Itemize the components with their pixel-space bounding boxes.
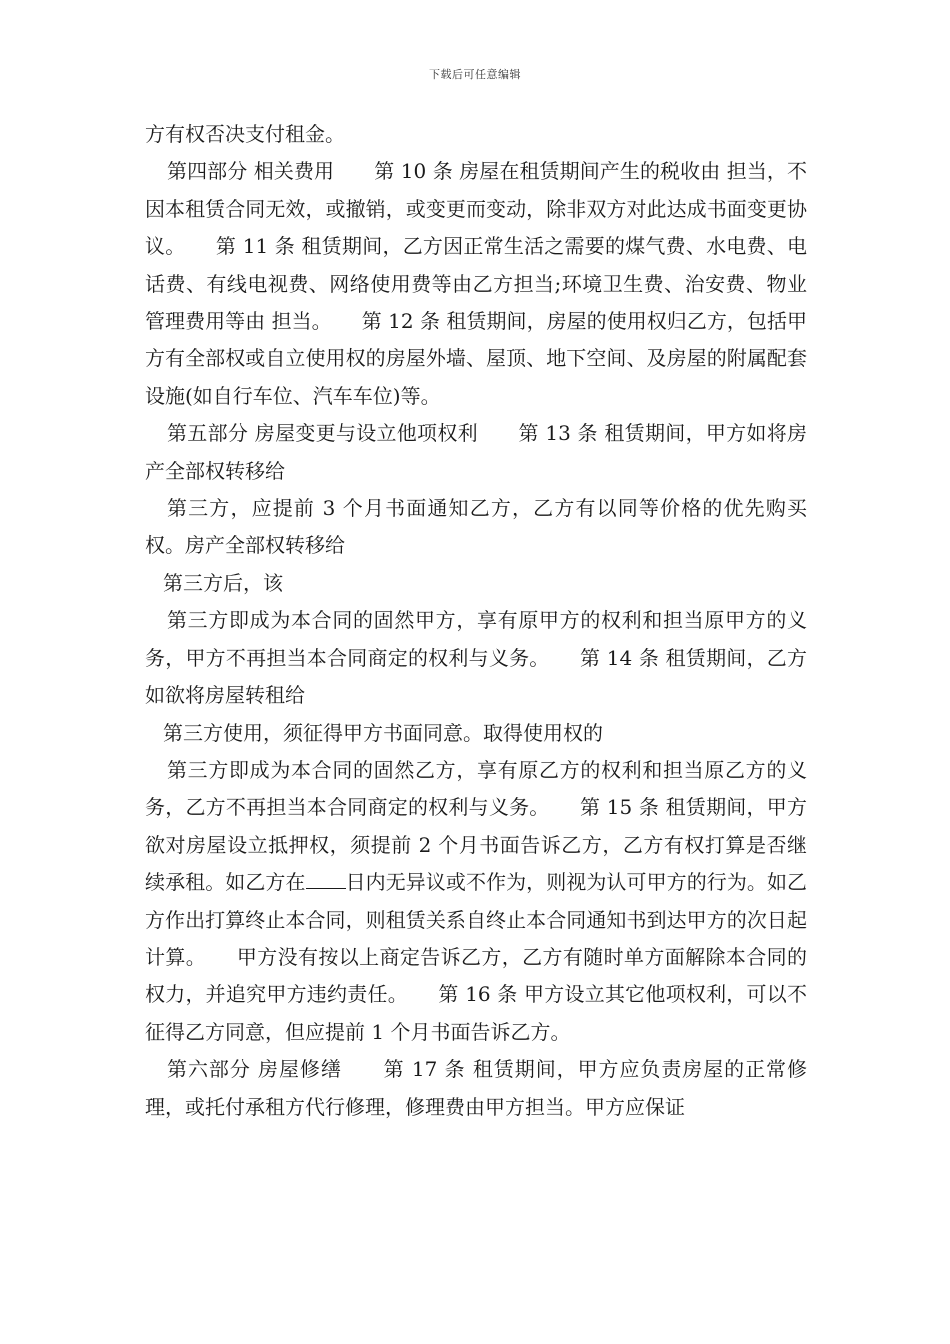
header-note: 下载后可任意编辑 <box>429 68 521 81</box>
paragraph-text-after-blank: 日内无异议或不作为，则视为认可甲方的行为。如乙方作出打算终止本合同，则租赁关系自终止本合同通知书到达甲方的次日起计算。 甲方没有按以上商定告诉乙方，乙方有随时单方面解除本合同的权力，并追究甲方违约责任。 第 16 条 甲方设立其它他项权利，可以不征得乙方同意，但应提前 1 个月书面告诉乙方。 <box>145 870 808 1044</box>
document-body <box>145 116 807 1126</box>
paragraph-section-6: 第六部分 房屋修缮 第 17 条 租赁期间，甲方应负责房屋的正常修理，或托付承租方代行修理，修理费由甲方担当。甲方应保证 <box>145 1057 807 1119</box>
paragraph-text-before-blank: 第三方即成为本合同的固然乙方，享有原乙方的权利和担当原乙方的义务，乙方不再担当本合同商定的权利与义务。 第 15 条 租赁期间，甲方欲对房屋设立抵押权，须提前 2 个月书面告诉乙方，乙方有权打算是否继续承租。如乙方在 <box>145 757 807 895</box>
paragraph-third-party-3: 第三方即成为本合同的固然甲方，享有原甲方的权利和担当原甲方的义务，甲方不再担当本合同商定的权利与义务。 第 14 条 租赁期间，乙方如欲将房屋转租给 <box>145 608 807 708</box>
paragraph-section-4: 第四部分 相关费用 第 10 条 房屋在租赁期间产生的税收由 担当，不因本租赁合同无效，或撤销，或变更而变动，除非双方对此达成书面变更协议。 第 11 条 租赁期间，乙方因正常生活之需要的煤气费、水电费、电话费、有线电视费、网络使用费等由乙方担当;环境卫生费、治安费、物业管理费用等由 担当。 第 12 条 租赁期间，房屋的使用权归乙方，包括甲方有全部权或自立使用权的房屋外墙、屋顶、地下空间、及房屋的附属配套设施(如自行车位、汽车车位)等。 <box>145 159 807 408</box>
paragraph-third-party-4: 第三方使用，须征得甲方书面同意。取得使用权的 <box>163 720 603 745</box>
paragraph-section-5: 第五部分 房屋变更与设立他项权利 第 13 条 租赁期间，甲方如将房产全部权转移给 <box>145 421 807 483</box>
paragraph-1: 方有权否决支付租金。 <box>145 122 345 146</box>
fill-in-blank <box>306 868 346 889</box>
paragraph-third-party-1: 第三方，应提前 3 个月书面通知乙方，乙方有以同等价格的优先购买权。房产全部权转移给 <box>145 496 807 558</box>
paragraph-third-party-2: 第三方后，该 <box>163 570 283 595</box>
paragraph-third-party-5 <box>145 752 807 1051</box>
